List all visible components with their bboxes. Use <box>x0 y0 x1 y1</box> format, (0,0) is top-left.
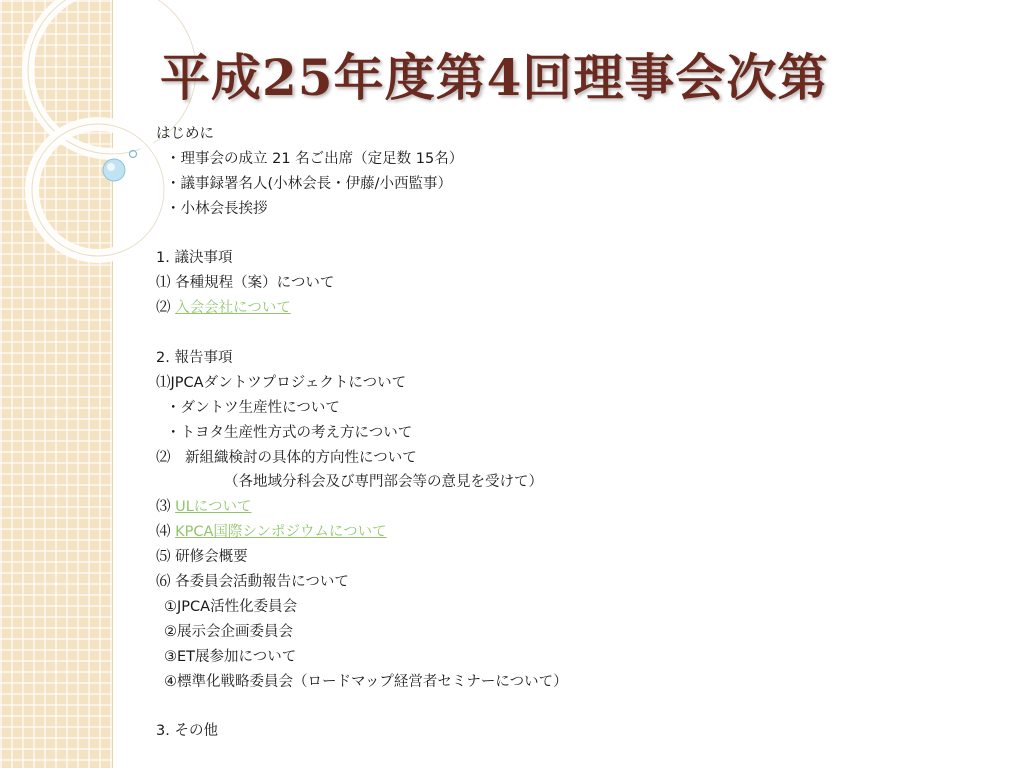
slide-title: 平成25年度第4回理事会次第 <box>160 48 829 107</box>
ul-link[interactable]: ULについて <box>175 499 252 516</box>
section2-item-dantotsu-project: ⑴JPCAダントツプロジェクトについて <box>156 374 407 391</box>
spacer <box>156 222 996 247</box>
item-number: ⑶ <box>156 499 176 516</box>
committee-standardization: ④標準化戦略委員会（ロードマップ経営者セミナーについて） <box>164 673 568 690</box>
section2-item-new-organization: ⑵ 新組織検討の具体的方向性について <box>156 449 417 466</box>
section2-item-committee-reports: ⑹ 各委員会活動報告について <box>156 574 349 591</box>
section2-item-ul <box>156 495 996 520</box>
intro-item-greeting: ・小林会長挨拶 <box>166 200 268 217</box>
spacer <box>156 694 996 719</box>
section3-heading: 3. その他 <box>156 723 218 740</box>
committee-jpca-activation: ①JPCA活性化委員会 <box>164 598 298 615</box>
committee-et-exhibition: ③ET展参加について <box>164 648 297 665</box>
item-number: ⑷ <box>156 524 176 541</box>
intro-item-quorum: ・理事会の成立 21 名ご出席（定足数 15名） <box>166 150 464 167</box>
section2-item-training: ⑸ 研修会概要 <box>156 549 248 566</box>
section1-item-new-members <box>156 296 996 321</box>
section2-sub-toyota-method: ・トヨタ生産性方式の考え方について <box>166 424 413 441</box>
kpca-symposium-link[interactable]: KPCA国際シンポジウムについて <box>175 524 387 541</box>
section1-heading: 1. 議決事項 <box>156 250 233 267</box>
side-decoration-panel <box>0 0 113 768</box>
agenda-body <box>156 122 996 744</box>
section2-heading: 2. 報告事項 <box>156 350 233 367</box>
section1-item-regulations: ⑴ 各種規程（案）について <box>156 275 335 292</box>
committee-exhibition-planning: ②展示会企画委員会 <box>164 623 293 640</box>
section2-item-new-organization-note: （各地域分科会及び専門部会等の意見を受けて） <box>224 474 543 491</box>
spacer <box>156 321 996 346</box>
section2-sub-dantotsu-productivity: ・ダントツ生産性について <box>166 399 340 416</box>
intro-item-minutes-signers: ・議事録署名人(小林会長・伊藤/小西監事） <box>166 175 453 192</box>
new-members-link[interactable]: 入会会社について <box>175 300 291 317</box>
intro-heading: はじめに <box>156 126 214 142</box>
section2-item-kpca <box>156 520 996 545</box>
item-number: ⑵ <box>156 300 176 317</box>
